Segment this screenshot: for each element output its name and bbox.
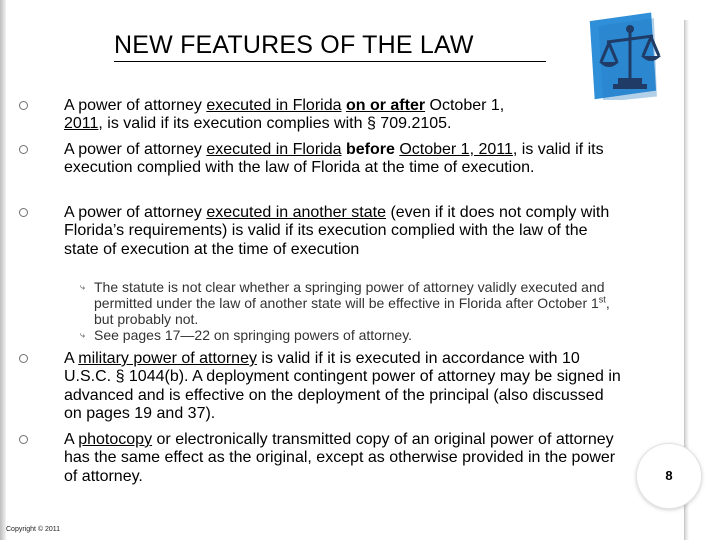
text-segment: , is valid if its execution complied with the law of Florida at the time of execution. <box>64 141 604 177</box>
underlined-phrase: 2011 <box>64 115 99 133</box>
underlined-phrase: military power of attorney <box>78 350 257 367</box>
curved-arrow-icon: ⤷ <box>80 282 86 292</box>
sub-list-item <box>94 279 624 327</box>
scales-of-justice-icon <box>585 12 673 100</box>
list-item <box>64 431 624 486</box>
text-segment: A power of attorney <box>64 204 207 221</box>
underlined-phrase: executed in another state <box>206 204 386 221</box>
sub-list-item <box>94 327 624 343</box>
emphasis-phrase: before <box>345 141 395 158</box>
superscript: st <box>598 294 606 305</box>
page-number-badge: 8 <box>637 444 701 508</box>
text-segment: , but probably not. <box>94 295 610 327</box>
bullet-marker-icon <box>19 354 28 363</box>
copyright-notice: Copyright © 2011 <box>6 526 61 533</box>
list-item <box>64 350 624 424</box>
slide-title: NEW FEATURES OF THE LAW <box>114 31 474 59</box>
bullet-marker-icon <box>19 435 28 444</box>
text-segment: A power of attorney <box>64 97 207 114</box>
title-underline <box>114 61 546 62</box>
left-frame-border <box>0 0 6 540</box>
underlined-phrase: photocopy <box>78 431 153 448</box>
bullet-marker-icon <box>19 101 28 110</box>
text-segment: See pages 17—22 on springing powers of attorney. <box>94 327 413 343</box>
bullet-marker-icon <box>19 208 28 217</box>
emphasis-phrase: on or after <box>345 97 426 114</box>
curved-arrow-icon: ⤷ <box>80 330 86 340</box>
underlined-phrase: October 1, 2011 <box>399 141 513 158</box>
text-segment: , is valid if its execution complies with § 709.2105. <box>98 115 452 133</box>
list-item <box>64 141 624 178</box>
text-segment: October 1, <box>425 97 505 114</box>
text-segment: (even if it does not comply with Florida’s requirements) is valid if its execution complied with the law of the state of execution at the time of execution <box>64 204 610 258</box>
underlined-phrase: executed in Florida <box>206 97 342 114</box>
bullet-marker-icon <box>19 145 28 154</box>
list-item <box>64 97 624 134</box>
text-segment: A <box>64 350 79 367</box>
list-item <box>64 204 624 259</box>
text-segment: is valid if it is executed in accordance with 10 U.S.C. § 1044(b). A deployment contingent power of attorney may be signed in advanced and is effective on the deployment of the principal (also discussed on pages 19 and 37). <box>64 350 621 423</box>
underlined-phrase: executed in Florida <box>206 141 342 158</box>
text-segment: A power of attorney <box>64 141 207 158</box>
text-segment: or electronically transmitted copy of an original power of attorney has the same effect as the original, except as otherwise provided in the power of attorney. <box>64 431 616 485</box>
text-segment: The statute is not clear whether a springing power of attorney validly executed and permitted under the law of another state will be effective in Florida after October 1 <box>94 279 605 311</box>
text-segment: A <box>64 431 79 448</box>
